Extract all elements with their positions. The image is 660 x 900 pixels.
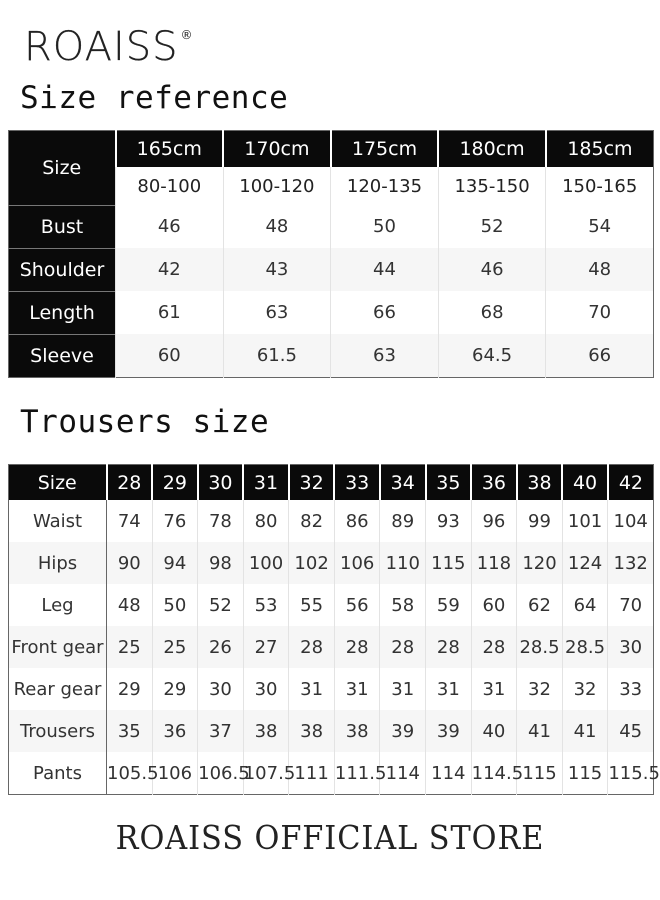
height-header: 170cm bbox=[223, 131, 331, 168]
measurement-cell: 29 bbox=[107, 668, 153, 710]
measurement-cell: 26 bbox=[198, 626, 244, 668]
measurement-cell: 39 bbox=[380, 710, 426, 752]
measurement-cell: 118 bbox=[471, 542, 517, 584]
measurement-cell: 106 bbox=[334, 542, 380, 584]
measurement-cell: 124 bbox=[562, 542, 608, 584]
weight-cell: 100-120 bbox=[223, 167, 331, 205]
logo-text: ROAISS bbox=[24, 24, 179, 70]
measurement-cell: 48 bbox=[223, 205, 331, 248]
measurement-cell: 114 bbox=[426, 752, 472, 795]
size-header: 31 bbox=[243, 465, 289, 501]
measurement-cell: 36 bbox=[152, 710, 198, 752]
measurement-row bbox=[9, 205, 654, 248]
measurement-cell: 114.5 bbox=[471, 752, 517, 795]
row-label: Length bbox=[9, 291, 116, 334]
size-header: 34 bbox=[380, 465, 426, 501]
measurement-cell: 54 bbox=[546, 205, 654, 248]
measurement-cell: 105.5 bbox=[107, 752, 153, 795]
size-header: 33 bbox=[334, 465, 380, 501]
measurement-cell: 90 bbox=[107, 542, 153, 584]
measurement-cell: 31 bbox=[289, 668, 335, 710]
measurement-cell: 38 bbox=[334, 710, 380, 752]
measurement-cell: 115 bbox=[426, 542, 472, 584]
measurement-cell: 70 bbox=[608, 584, 654, 626]
measurement-cell: 111.5 bbox=[334, 752, 380, 795]
measurement-cell: 96 bbox=[471, 500, 517, 542]
row-label: Front gear bbox=[9, 626, 107, 668]
measurement-cell: 58 bbox=[380, 584, 426, 626]
measurement-cell: 37 bbox=[198, 710, 244, 752]
size-header: 35 bbox=[426, 465, 472, 501]
trousers-size-body bbox=[9, 465, 660, 795]
measurement-cell: 66 bbox=[546, 334, 654, 377]
measurement-cell: 30 bbox=[198, 668, 244, 710]
measurement-cell: 115 bbox=[562, 752, 608, 795]
measurement-row bbox=[9, 668, 654, 710]
measurement-cell: 115 bbox=[517, 752, 563, 795]
measurement-cell: 55 bbox=[289, 584, 335, 626]
size-corner-label: Size bbox=[9, 465, 107, 501]
measurement-cell: 64.5 bbox=[438, 334, 546, 377]
measurement-cell: 33 bbox=[608, 668, 654, 710]
measurement-cell: 52 bbox=[438, 205, 546, 248]
measurement-cell: 32 bbox=[562, 668, 608, 710]
row-label: Leg bbox=[9, 584, 107, 626]
measurement-cell: 61.5 bbox=[223, 334, 331, 377]
measurement-cell: 31 bbox=[334, 668, 380, 710]
measurement-cell: 99 bbox=[517, 500, 563, 542]
size-reference-title: Size reference bbox=[20, 80, 289, 116]
measurement-cell: 53 bbox=[243, 584, 289, 626]
measurement-cell: 31 bbox=[380, 668, 426, 710]
measurement-cell: 100 bbox=[243, 542, 289, 584]
height-header: 180cm bbox=[438, 131, 546, 168]
size-corner-label: Size bbox=[9, 131, 116, 206]
measurement-cell: 38 bbox=[289, 710, 335, 752]
measurement-cell: 68 bbox=[438, 291, 546, 334]
row-label: Sleeve bbox=[9, 334, 116, 377]
measurement-cell: 35 bbox=[107, 710, 153, 752]
registered-mark: ® bbox=[180, 28, 193, 42]
height-header: 185cm bbox=[546, 131, 654, 168]
row-label: Waist bbox=[9, 500, 107, 542]
measurement-cell: 40 bbox=[471, 710, 517, 752]
height-header-row bbox=[9, 131, 654, 168]
measurement-cell: 60 bbox=[471, 584, 517, 626]
row-label: Shoulder bbox=[9, 248, 116, 291]
measurement-cell: 28 bbox=[334, 626, 380, 668]
measurement-cell: 66 bbox=[331, 291, 439, 334]
measurement-row bbox=[9, 584, 654, 626]
measurement-row bbox=[9, 291, 654, 334]
measurement-cell: 27 bbox=[243, 626, 289, 668]
measurement-cell: 60 bbox=[116, 334, 224, 377]
measurement-cell: 39 bbox=[426, 710, 472, 752]
measurement-cell: 28.5 bbox=[562, 626, 608, 668]
measurement-cell: 31 bbox=[426, 668, 472, 710]
measurement-cell: 32 bbox=[517, 668, 563, 710]
measurement-cell: 59 bbox=[426, 584, 472, 626]
measurement-cell: 132 bbox=[608, 542, 654, 584]
weight-cell: 150-165 bbox=[546, 167, 654, 205]
trousers-size-table bbox=[8, 464, 660, 795]
measurement-row bbox=[9, 500, 654, 542]
measurement-row bbox=[9, 334, 654, 377]
measurement-cell: 120 bbox=[517, 542, 563, 584]
height-header: 175cm bbox=[331, 131, 439, 168]
row-label: Hips bbox=[9, 542, 107, 584]
measurement-cell: 114 bbox=[380, 752, 426, 795]
measurement-cell: 107.5 bbox=[243, 752, 289, 795]
measurement-cell: 52 bbox=[198, 584, 244, 626]
measurement-cell: 41 bbox=[517, 710, 563, 752]
measurement-cell: 98 bbox=[198, 542, 244, 584]
measurement-cell: 94 bbox=[152, 542, 198, 584]
measurement-cell: 42 bbox=[116, 248, 224, 291]
measurement-cell: 115.5 bbox=[608, 752, 654, 795]
measurement-cell: 28 bbox=[380, 626, 426, 668]
height-header: 165cm bbox=[116, 131, 224, 168]
measurement-cell: 30 bbox=[608, 626, 654, 668]
measurement-cell: 111 bbox=[289, 752, 335, 795]
size-header: 40 bbox=[562, 465, 608, 501]
measurement-cell: 56 bbox=[334, 584, 380, 626]
measurement-cell: 74 bbox=[107, 500, 153, 542]
measurement-cell: 28 bbox=[471, 626, 517, 668]
size-header: 32 bbox=[289, 465, 335, 501]
measurement-cell: 93 bbox=[426, 500, 472, 542]
measurement-cell: 61 bbox=[116, 291, 224, 334]
measurement-cell: 70 bbox=[546, 291, 654, 334]
size-header: 38 bbox=[517, 465, 563, 501]
measurement-cell: 104 bbox=[608, 500, 654, 542]
measurement-cell: 89 bbox=[380, 500, 426, 542]
measurement-cell: 64 bbox=[562, 584, 608, 626]
measurement-cell: 106.5 bbox=[198, 752, 244, 795]
measurement-cell: 44 bbox=[331, 248, 439, 291]
measurement-cell: 48 bbox=[546, 248, 654, 291]
measurement-cell: 76 bbox=[152, 500, 198, 542]
measurement-cell: 110 bbox=[380, 542, 426, 584]
measurement-row bbox=[9, 752, 654, 795]
measurement-cell: 78 bbox=[198, 500, 244, 542]
measurement-cell: 48 bbox=[107, 584, 153, 626]
size-header: 28 bbox=[107, 465, 153, 501]
row-label: Trousers bbox=[9, 710, 107, 752]
measurement-row bbox=[9, 710, 654, 752]
measurement-row bbox=[9, 626, 654, 668]
measurement-cell: 28 bbox=[289, 626, 335, 668]
measurement-cell: 82 bbox=[289, 500, 335, 542]
size-header: 29 bbox=[152, 465, 198, 501]
measurement-cell: 62 bbox=[517, 584, 563, 626]
row-label: Bust bbox=[9, 205, 116, 248]
measurement-row bbox=[9, 542, 654, 584]
size-header: 36 bbox=[471, 465, 517, 501]
measurement-cell: 30 bbox=[243, 668, 289, 710]
measurement-cell: 106 bbox=[152, 752, 198, 795]
measurement-cell: 102 bbox=[289, 542, 335, 584]
weight-cell: 135-150 bbox=[438, 167, 546, 205]
measurement-cell: 50 bbox=[152, 584, 198, 626]
weight-cell: 80-100 bbox=[116, 167, 224, 205]
measurement-cell: 45 bbox=[608, 710, 654, 752]
size-reference-table bbox=[8, 130, 654, 378]
measurement-cell: 63 bbox=[331, 334, 439, 377]
measurement-cell: 80 bbox=[243, 500, 289, 542]
measurement-cell: 29 bbox=[152, 668, 198, 710]
measurement-cell: 25 bbox=[152, 626, 198, 668]
size-header: 42 bbox=[608, 465, 654, 501]
measurement-cell: 50 bbox=[331, 205, 439, 248]
weight-cell: 120-135 bbox=[331, 167, 439, 205]
measurement-cell: 63 bbox=[223, 291, 331, 334]
measurement-cell: 86 bbox=[334, 500, 380, 542]
measurement-cell: 28 bbox=[426, 626, 472, 668]
measurement-cell: 46 bbox=[116, 205, 224, 248]
store-footer: ROAISS OFFICIAL STORE bbox=[115, 818, 545, 857]
trousers-size-title: Trousers size bbox=[20, 404, 270, 440]
row-label: Pants bbox=[9, 752, 107, 795]
row-label: Rear gear bbox=[9, 668, 107, 710]
size-reference-body bbox=[9, 205, 654, 377]
size-header-row bbox=[9, 465, 654, 501]
brand-logo bbox=[24, 24, 193, 70]
measurement-cell: 25 bbox=[107, 626, 153, 668]
size-header: 30 bbox=[198, 465, 244, 501]
measurement-row bbox=[9, 248, 654, 291]
measurement-cell: 31 bbox=[471, 668, 517, 710]
measurement-cell: 101 bbox=[562, 500, 608, 542]
measurement-cell: 28.5 bbox=[517, 626, 563, 668]
measurement-cell: 41 bbox=[562, 710, 608, 752]
measurement-cell: 38 bbox=[243, 710, 289, 752]
measurement-cell: 46 bbox=[438, 248, 546, 291]
measurement-cell: 43 bbox=[223, 248, 331, 291]
